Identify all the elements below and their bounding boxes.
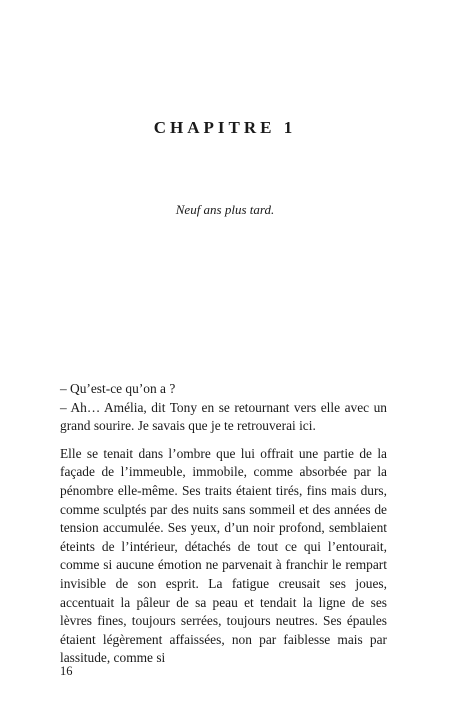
chapter-title: CHAPITRE 1: [153, 118, 297, 137]
page-number: 16: [60, 664, 73, 678]
dialogue-line: – Qu’est-ce qu’on a ?: [60, 381, 176, 396]
dialogue-line: – Ah… Amélia, dit Tony en se retournant vers elle avec un grand sourire. Je savais que je te retrouverai ici.: [60, 399, 387, 434]
chapter-epigraph: Neuf ans plus tard.: [175, 202, 275, 217]
narrative-paragraph: Elle se tenait dans l’ombre que lui offrait une partie de la façade de l’immeuble, immobile, comme absorbée par la pénombre elle-même. Ses traits étaient tirés, fins mais durs, comme sculptés par des nuits sans sommeil et des années de tension accumulée. Ses yeux, d’un noir profond, semblaient éteints de l’intérieur, détachés de tout ce qui l’entourait, comme si aucune émotion ne parvenait à franchir le rempart invisible de son esprit. La fatigue creusait ses joues, accentuait la pâleur de sa peau et tendait la ligne de ses lèvres fines, toujours serrées, toujours neutres. Ses épaules étaient légèrement affaissées, non par faiblesse mais par lassitude, comme si: [60, 445, 387, 666]
body-text: [60, 380, 387, 668]
